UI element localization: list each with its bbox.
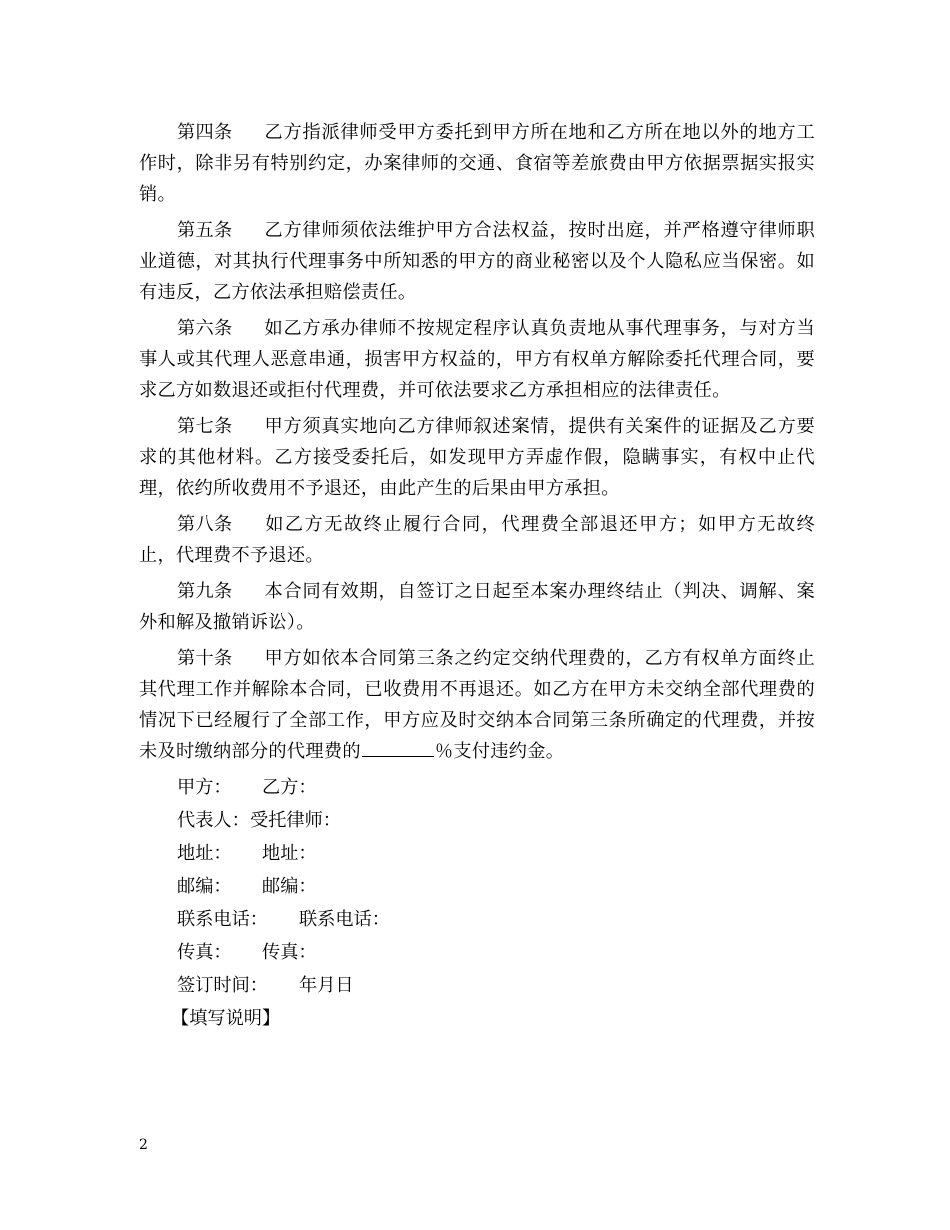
party-b-label: 乙方：	[262, 777, 317, 798]
article-number: 第六条	[177, 318, 233, 339]
instructions-heading: 【填写说明】	[171, 1008, 281, 1029]
article-text: 乙方指派律师受甲方委托到甲方所在地和乙方所在地以外的地方工作时，除非另有特别约定，办案律师的交通、食宿等差旅费由甲方依据票据实报实销。	[139, 122, 815, 205]
address-b-label: 地址：	[262, 843, 317, 864]
signature-address	[139, 838, 815, 871]
representative-label: 代表人：	[177, 810, 250, 831]
page-number: 2	[139, 1137, 148, 1153]
article-number: 第五条	[177, 220, 233, 241]
signature-parties	[139, 772, 815, 805]
article-number: 第九条	[177, 581, 233, 602]
postcode-b-label: 邮编：	[262, 876, 317, 897]
article-number: 第八条	[177, 514, 233, 535]
article-9	[139, 576, 815, 638]
article-text: 甲方如依本合同第三条之约定交纳代理费的，乙方有权单方面终止其代理工作并解除本合同，已收费用不再退还。如乙方在甲方未交纳全部代理费的情况下已经履行了全部工作，甲方应及时交纳本合同第三条所确定的代理费，并按未及时缴纳部分的代理费的	[139, 648, 815, 762]
article-text-suffix: ％支付违约金。	[434, 741, 565, 762]
article-7	[139, 411, 815, 504]
phone-b-label: 联系电话：	[299, 909, 390, 930]
fax-b-label: 传真：	[262, 942, 317, 963]
article-10	[139, 643, 815, 767]
signature-fax	[139, 937, 815, 970]
signature-representative	[139, 805, 815, 838]
article-8	[139, 509, 815, 571]
date-placeholder: 年月日	[299, 975, 354, 996]
fax-a-label: 传真：	[177, 942, 232, 963]
party-a-label: 甲方：	[177, 777, 232, 798]
article-4	[139, 117, 815, 210]
phone-a-label: 联系电话：	[177, 909, 268, 930]
signature-date	[139, 970, 815, 1003]
article-text: 本合同有效期，自签订之日起至本案办理终结止（判决、调解、案外和解及撤销诉讼）。	[139, 581, 815, 633]
instructions-line	[139, 1003, 815, 1036]
signature-phone	[139, 904, 815, 937]
penalty-rate-blank	[362, 737, 434, 757]
article-number: 第十条	[177, 648, 233, 669]
postcode-a-label: 邮编：	[177, 876, 232, 897]
sign-time-label: 签订时间：	[177, 975, 268, 996]
article-text: 如乙方无故终止履行合同，代理费全部退还甲方；如甲方无故终止，代理费不予退还。	[139, 514, 815, 566]
address-a-label: 地址：	[177, 843, 232, 864]
article-5	[139, 215, 815, 308]
article-text: 乙方律师须依法维护甲方合法权益，按时出庭，并严格遵守律师职业道德，对其执行代理事务中所知悉的甲方的商业秘密以及个人隐私应当保密。如有违反，乙方依法承担赔偿责任。	[139, 220, 815, 303]
article-6	[139, 313, 815, 406]
signature-postcode	[139, 871, 815, 904]
contract-body	[139, 117, 815, 1036]
article-text: 甲方须真实地向乙方律师叙述案情，提供有关案件的证据及乙方要求的其他材料。乙方接受委托后，如发现甲方弄虚作假，隐瞒事实，有权中止代理，依约所收费用不予退还，由此产生的后果由甲方承担。	[139, 416, 815, 499]
article-number: 第四条	[177, 122, 233, 143]
article-number: 第七条	[177, 416, 233, 437]
lawyer-label: 受托律师：	[250, 810, 341, 831]
article-text: 如乙方承办律师不按规定程序认真负责地从事代理事务，与对方当事人或其代理人恶意串通，损害甲方权益的，甲方有权单方解除委托代理合同，要求乙方如数退还或拒付代理费，并可依法要求乙方承担相应的法律责任。	[139, 318, 815, 401]
